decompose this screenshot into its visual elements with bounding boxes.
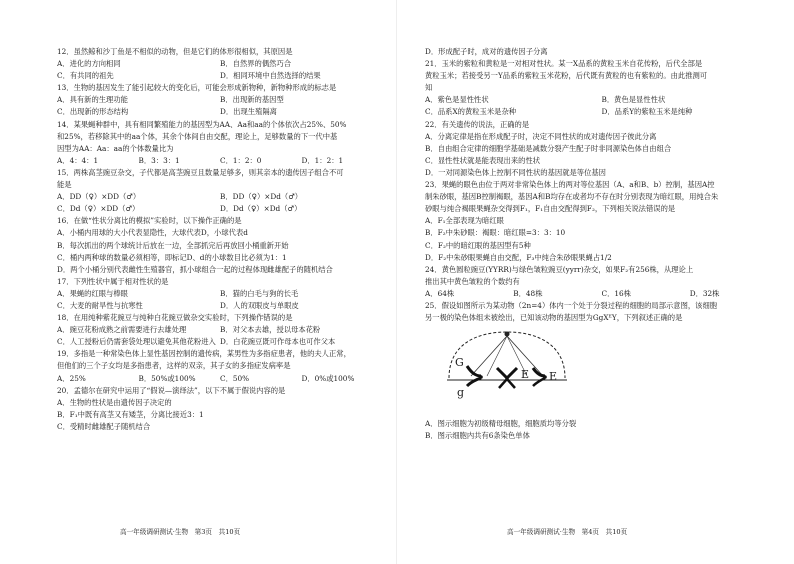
question-13-option-c: C．出现新的形态结构: [57, 107, 129, 117]
question-15-stem-line-2: 能是: [57, 180, 72, 190]
question-22-stem: 22．有关遗传的说法，正确的是: [425, 119, 530, 129]
question-23-stem-line-3: 砂眼与纯合褐眼果蝇杂交得到F₁，F₁自由交配得到F₂，下列相关说法错误的是: [425, 204, 676, 214]
question-21-stem-line-2: 黄粒玉米；若接受另一Y品系的紫粒玉米花粉，后代既有黄粒的也有紫粒的。由此推测可: [425, 71, 708, 81]
question-22-option-a: A．分离定律是指在形成配子时，决定不同性状的成对遗传因子彼此分离: [425, 131, 657, 141]
question-18-option-a: A．豌豆花粉成熟之前需要进行去雄处理: [57, 325, 187, 335]
question-15-option-a: A．DD（♀）×DD（♂）: [57, 192, 141, 202]
question-20-option-a: A．生物的性状是由遗传因子决定的: [57, 397, 172, 407]
question-24-option-c: C．16株: [601, 288, 631, 298]
question-25-stem-line-2: 另一极的染色体组未被绘出，已知该动物的基因型为GgXᴱY，下列叙述正确的是: [425, 313, 683, 323]
question-23-option-c: C．F₂中的暗红眼的基因型有5种: [425, 240, 531, 250]
question-14-option-b: B．3：3：1: [138, 155, 180, 165]
question-14-stem-line-2: 和25%，若移除其中的aa个体，其余个体间自由交配，理论上，足够数量的下一代中基: [57, 131, 338, 141]
question-20-stem: 20．孟德尔在研究中运用了“假说—演绎法”，以下不属于假说内容的是: [57, 385, 286, 395]
question-25-option-b: B．图示细胞内共有6条染色单体: [425, 431, 530, 441]
question-13-options-row-1: [57, 94, 383, 106]
question-18-option-c: C．人工授粉后仍需套袋处理以避免其他花粉进入: [57, 337, 216, 347]
question-18-options-row-2: [57, 336, 383, 348]
question-17-options-row-1: [57, 288, 383, 300]
question-25-option-a: A．图示细胞为初级精母细胞，细胞质均等分裂: [425, 419, 577, 429]
question-20-option-b: B．F₁中既有高茎又有矮茎，分离比接近3：1: [57, 409, 204, 419]
question-13-option-d: D．出现生殖隔离: [220, 107, 277, 117]
page-footer: 高一年级调研测试·生物 第3页 共10页: [120, 528, 241, 536]
cell-division-diagram: [437, 326, 577, 416]
question-13-options-row-2: [57, 106, 383, 118]
question-19-options: [57, 373, 383, 385]
question-14-stem-line-3: 因型为AA：Aa：aa的个体数量比为: [57, 143, 174, 153]
question-12-stem: 12．虽然鲸和沙丁鱼是不相似的动物，但是它们的体形很相似，其原因是: [57, 47, 293, 56]
page-footer: 高一年级调研测试·生物 第4页 共10页: [507, 528, 628, 536]
question-21-options-row-2: [425, 106, 778, 118]
question-14-option-d: D．1：2：1: [301, 155, 344, 165]
question-21-options-row-1: [425, 94, 778, 106]
question-19-option-d: D．0%或100%: [301, 373, 355, 383]
question-17-options-row-2: [57, 300, 383, 312]
question-17-option-d: D．人的双眼皮与单眼皮: [220, 300, 299, 310]
question-22-option-d: D．一对同源染色体上控制不同性状的基因就是等位基因: [425, 167, 606, 177]
question-17-stem: 17．下列性状中属于相对性状的是: [57, 276, 169, 286]
gene-label-G: G: [455, 356, 464, 370]
question-14-stem-line-1: 14．某果蝇种群中，具有相同繁殖能力的基因型为AA、Aa和aa的个体依次占25%、50%: [57, 119, 347, 129]
question-18-stem: 18．在用纯种紫花豌豆与纯种白花豌豆做杂交实验时，下列操作错误的是: [57, 313, 293, 323]
question-23-option-b: B．F₂中朱砂眼：褐眼：暗红眼=3：3：10: [425, 228, 566, 238]
gene-label-E-right: E: [549, 370, 558, 384]
question-12-options-row-2: [57, 70, 383, 82]
question-21-option-c: C．品系X的黄粒玉米是杂种: [425, 107, 517, 117]
question-24-option-d: D．32株: [689, 288, 720, 298]
question-18-option-d: D．白花豌豆既可作母本也可作父本: [220, 337, 336, 347]
question-15-stem-line-1: 15．两株高茎豌豆杂交，子代都是高茎豌豆且数量足够多，则其亲本的遗传因子组合不可: [57, 167, 344, 177]
question-15-option-d: D．Dd（♀）×Dd（♂）: [220, 204, 302, 214]
question-16-option-d: D．两个小桶分别代表雌性生殖器官，抓小球组合一起的过程体现雌雄配子的随机结合: [57, 264, 333, 274]
question-19-option-a: A．25%: [57, 373, 86, 383]
question-17-option-a: A．果蝇的红眼与棒眼: [57, 288, 128, 298]
question-12-option-a: A．进化的方向相同: [57, 59, 121, 69]
question-21-stem-line-1: 21．玉米的紫粒和黄粒是一对相对性状。某一X品系的黄粒玉米自花传粉，后代全部是: [425, 59, 703, 69]
question-23-stem-line-1: 23．果蝇的眼色由位于两对非常染色体上的两对等位基因（A、a和B、b）控制，基因A控: [425, 180, 715, 190]
question-21-option-b: B．黄色是显性性状: [601, 95, 666, 105]
question-19-stem-line-1: 19．多指是一种常染色体上显性基因控制的遗传病，某男性为多指症患者，他的夫人正常，: [57, 349, 351, 359]
question-12-option-c: C．有共同的祖先: [57, 71, 114, 81]
question-15-options-row-2: [57, 203, 383, 215]
question-12-option-d: D．相同环境中自然选择的结果: [220, 71, 321, 81]
question-14-option-a: A．4：4：1: [57, 155, 99, 165]
question-16-option-a: A．小桶内用球的大小代表显隐性，大球代表D，小球代表d: [57, 228, 248, 238]
question-19-option-b: B．50%或100%: [138, 373, 196, 383]
question-23-option-a: A．F₁全部表现为暗红眼: [425, 216, 504, 226]
question-19-stem-line-2: 但他们的三个子女均是多指患者，这样的双亲，其子女的多指症发病率是: [57, 361, 291, 371]
question-17-option-b: B．猫的白毛与狗的长毛: [220, 288, 299, 298]
question-18-options-row-1: [57, 324, 383, 336]
question-15-option-b: B．DD（♀）×Dd（♂）: [220, 192, 303, 202]
question-22-option-b: B．自由组合定律的细胞学基础是减数分裂产生配子时非同源染色体自由组合: [425, 143, 672, 153]
question-16-option-c: C．桶内两种球的数量必须相等，即标记D、d的小球数目比必须为1：1: [57, 252, 287, 262]
question-24-stem-line-1: 24．黄色圆粒豌豆(YYRR)与绿色皱粒豌豆(yyrr)杂交，如果F₂有256株，从理论上: [425, 264, 694, 274]
question-18-option-b: B．对父本去雄，授以母本花粉: [220, 325, 321, 335]
right-page: [397, 0, 794, 564]
gene-label-E-left: E: [521, 368, 530, 382]
question-22-option-c: C．显性性状就是能表现出来的性状: [425, 155, 541, 165]
question-13-option-b: B．出现新的基因型: [220, 95, 284, 105]
question-25-stem-line-1: 25．假设如图所示为某动物（2n=4）体内一个处于分裂过程的细胞的局部示意图，该细胞: [425, 300, 718, 310]
question-23-stem-line-2: 制朱砂眼，基因B控制褐眼，基因A和B均存在或者均不存在时分别表现为暗红眼，用纯合朱: [425, 192, 719, 202]
question-13-option-a: A．具有新的生理功能: [57, 95, 128, 105]
question-21-stem-line-3: 知: [425, 83, 433, 93]
question-17-option-c: C．大麦的耐旱性与抗寒性: [57, 300, 143, 310]
question-16-option-b: B．每次抓出的两个球统计后放在一边，全部抓完后再放回小桶重新开始: [57, 240, 289, 250]
question-16-stem: 16．在做“性状分离比的模拟”实验时，以下操作正确的是: [57, 216, 242, 226]
question-24-option-a: A．64株: [425, 288, 455, 298]
question-12-option-b: B．自然界的偶然巧合: [220, 59, 292, 69]
question-13-stem: 13．生物的基因发生了能引起较大的变化后，可能会形成新物种，新物种形成的标志是: [57, 83, 337, 93]
question-24-option-b: B．48株: [513, 288, 543, 298]
question-14-option-c: C．1：2：0: [220, 155, 262, 165]
question-15-option-c: C．Dd（♀）×DD（♂）: [57, 204, 140, 214]
question-19-option-c: C．50%: [220, 373, 250, 383]
question-24-options: [425, 288, 778, 300]
question-23-option-d: D．F₂中朱砂眼果蝇自由交配，F₃中纯合朱砂眼果蝇占1/2: [425, 252, 612, 262]
question-15-options-row-1: [57, 191, 383, 203]
question-21-option-a: A．紫色是显性性状: [425, 95, 489, 105]
question-21-option-d: D．品系Y的紫粒玉米是纯种: [601, 107, 693, 117]
question-20-option-d: D．形成配子时，成对的遗传因子分离: [425, 47, 548, 56]
question-12-options-row-1: [57, 58, 383, 70]
question-24-stem-line-2: 推出其中黄色皱粒的个数约有: [425, 276, 520, 286]
question-20-option-c: C．受精时雌雄配子随机结合: [57, 421, 151, 431]
gene-label-g: g: [457, 386, 465, 400]
question-14-options: [57, 155, 383, 167]
